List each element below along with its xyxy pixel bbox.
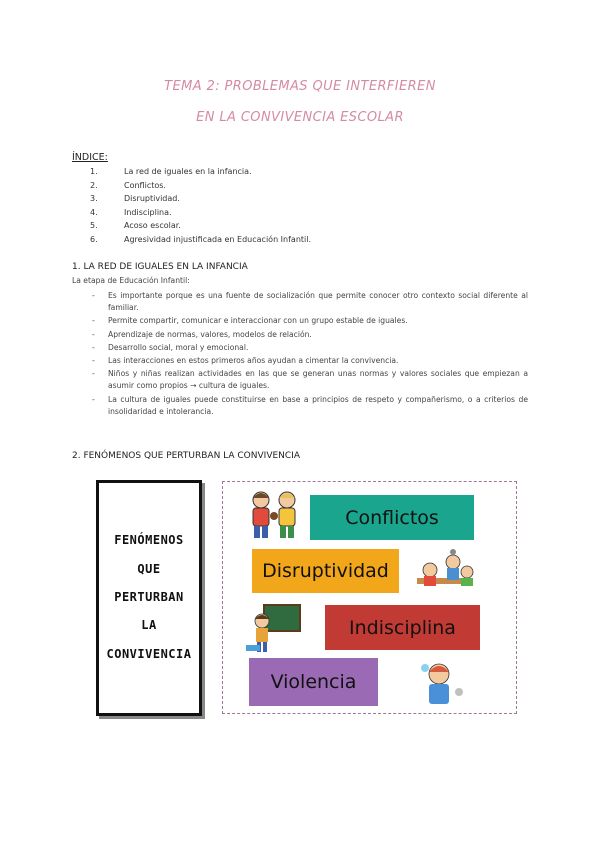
index-item bbox=[72, 179, 311, 193]
children-fighting-illustration bbox=[244, 488, 304, 543]
bullet-item: - La cultura de iguales puede constituirse en base a principios de respeto y compañerismo, o a criterios de insolidaridad e intolerancia. bbox=[72, 394, 528, 418]
index-item-text: Conflictos. bbox=[124, 180, 166, 190]
index-item-text: Indisciplina. bbox=[124, 207, 172, 217]
section-2-heading: 2. FENÓMENOS QUE PERTURBAN LA CONVIVENCIA bbox=[72, 451, 300, 461]
bullet-item: - Aprendizaje de normas, valores, modelos de relación. bbox=[72, 329, 528, 341]
index-item bbox=[72, 165, 311, 179]
indiscipline-illustration bbox=[244, 603, 304, 655]
phenomena-title-card bbox=[96, 480, 202, 716]
index-item-text: La red de iguales en la infancia. bbox=[124, 167, 252, 176]
disruptive-classroom-illustration bbox=[415, 548, 475, 596]
index-item-number: 5. bbox=[90, 221, 98, 231]
band-conflictos: Conflictos bbox=[310, 495, 474, 540]
band-violencia: Violencia bbox=[249, 658, 378, 706]
violence-illustration bbox=[415, 658, 467, 708]
bullet-item: - Es importante porque es una fuente de socialización que permite conocer otro contexto social diferente al familiar. bbox=[72, 290, 528, 314]
card-line: LA bbox=[141, 618, 157, 632]
card-line: PERTURBAN bbox=[114, 590, 184, 604]
card-line: QUE bbox=[137, 562, 161, 576]
band-disruptividad: Disruptividad bbox=[252, 549, 399, 593]
index-item-text: Acoso escolar. bbox=[124, 221, 181, 231]
bullet-item: - Niños y niñas realizan actividades en las que se generan unas normas y valores sociales que empiezan a asumir como propios → cultura de iguales. bbox=[72, 368, 528, 392]
index-item-number: 6. bbox=[90, 234, 98, 244]
section-1-heading: 1. LA RED DE IGUALES EN LA INFANCIA bbox=[72, 262, 248, 272]
index-list bbox=[72, 165, 311, 247]
index-heading: ÍNDICE: bbox=[72, 152, 108, 163]
index-item-number: 2. bbox=[90, 180, 98, 190]
index-item bbox=[72, 192, 311, 206]
section-1-intro: La etapa de Educación Infantil: bbox=[72, 276, 190, 285]
index-item bbox=[72, 233, 311, 247]
index-item-text: Disruptividad. bbox=[124, 194, 180, 204]
bullet-item: - Permite compartir, comunicar e interaccionar con un grupo estable de iguales. bbox=[72, 315, 528, 327]
index-item-number: 4. bbox=[90, 207, 98, 217]
band-indisciplina: Indisciplina bbox=[325, 605, 480, 650]
title-line-2: EN LA CONVIVENCIA ESCOLAR bbox=[196, 110, 404, 125]
card-line: CONVIVENCIA bbox=[106, 647, 192, 661]
section-1-bullets bbox=[72, 290, 528, 419]
index-item bbox=[72, 206, 311, 220]
bullet-item: - Desarrollo social, moral y emocional. bbox=[72, 342, 528, 354]
index-item-text: Agresividad injustificada en Educación Infantil. bbox=[124, 234, 312, 244]
card-line: FENÓMENOS bbox=[114, 533, 184, 547]
index-item-number: 1. bbox=[90, 167, 98, 176]
bullet-item: - Las interacciones en estos primeros años ayudan a cimentar la convivencia. bbox=[72, 355, 528, 367]
index-item bbox=[72, 219, 311, 233]
title-line-1: TEMA 2: PROBLEMAS QUE INTERFIEREN bbox=[164, 79, 436, 94]
index-item-number: 3. bbox=[90, 194, 98, 204]
